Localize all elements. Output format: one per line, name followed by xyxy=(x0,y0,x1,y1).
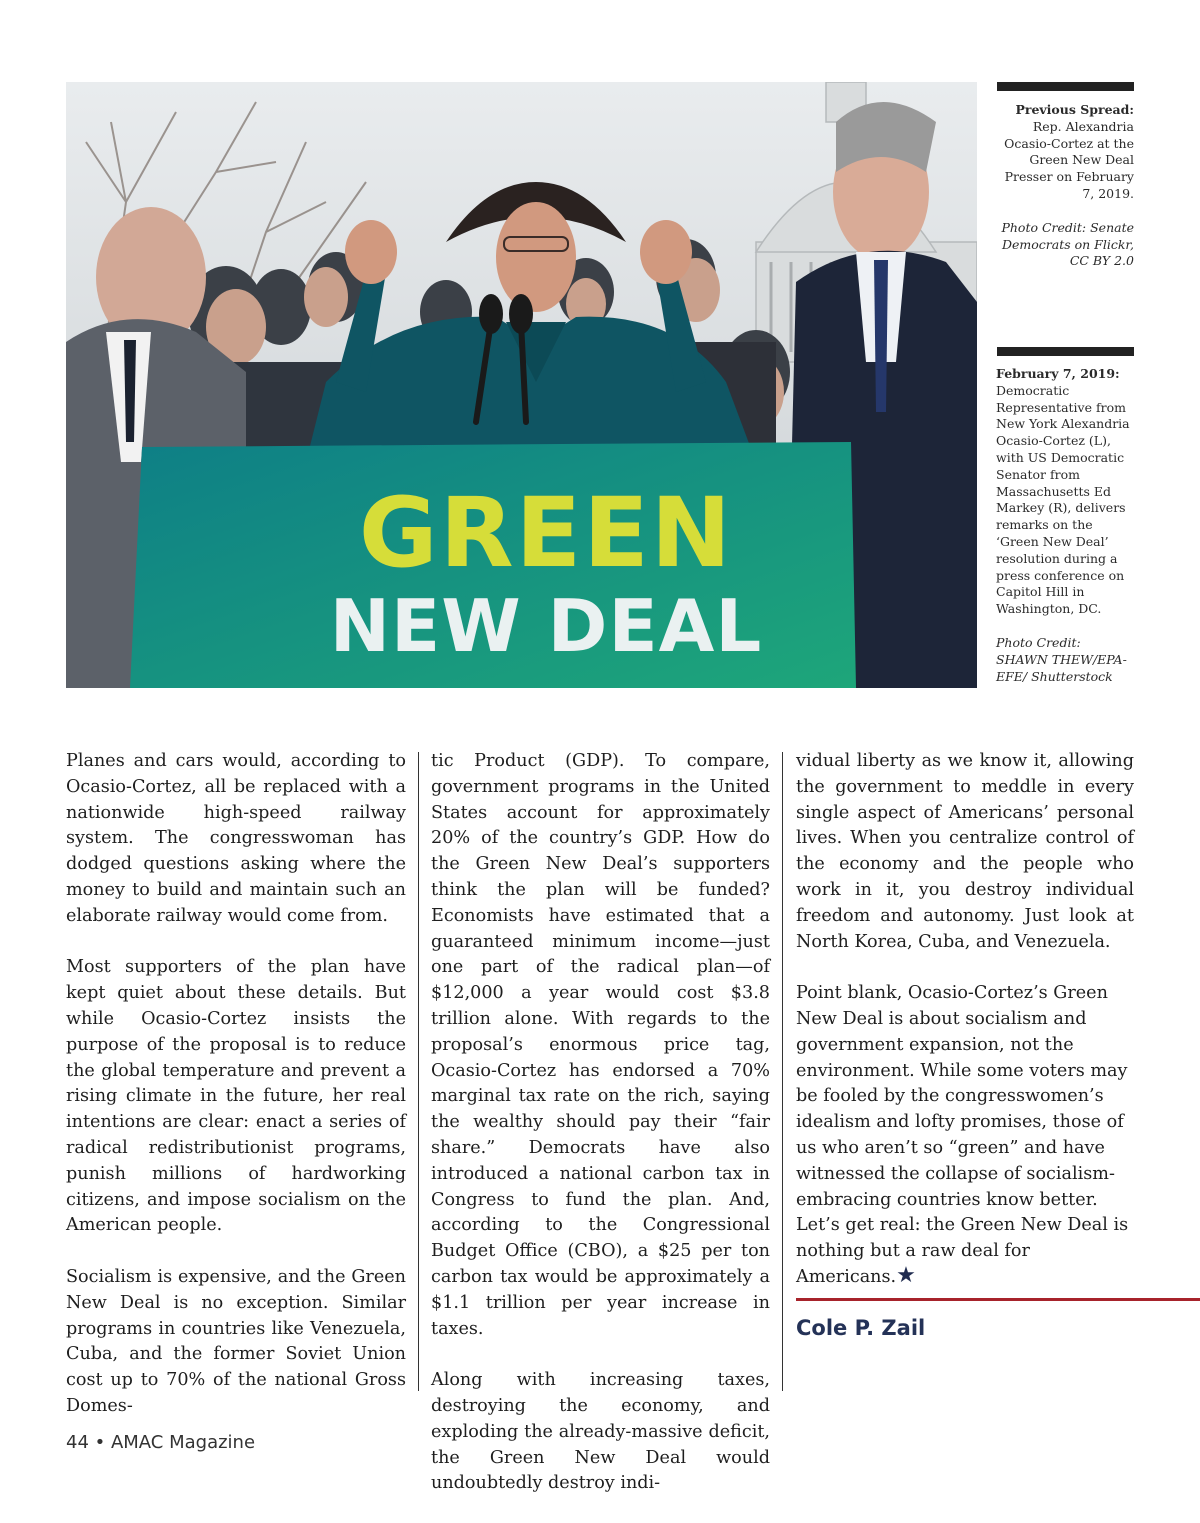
caption-credit: Photo Credit: SHAWN THEW/EPA-EFE/ Shutterstock xyxy=(996,634,1127,684)
caption-text: Democratic Representative from New York Alexandria Ocasio-Cortez (L), with US Democratic Senator from Massachusetts Ed Markey (R), delivers remarks on the ‘Green New Deal’ resolution during a press conference on Capitol Hill in Washington, DC. xyxy=(996,382,1130,617)
paragraph: Along with increasing taxes, destroying the economy, and exploding the already-massive deficit, the Green New Deal would undoubtedly destroy indi- xyxy=(431,1370,770,1494)
caption-heading: Previous Spread: xyxy=(1015,102,1134,117)
caption-credit: Photo Credit: Senate Democrats on Flickr, CC BY 2.0 xyxy=(1001,219,1134,269)
paragraph: Socialism is expensive, and the Green New Deal is no exception. Similar programs in countries like Venezuela, Cuba, and the former Soviet Union cost up to 70% of the national Gross Domes- xyxy=(66,1266,406,1416)
paragraph: Planes and cars would, according to Ocasio-Cortez, all be replaced with a nationwide high-speed railway system. The congresswoman has dodged questions asking where the money to build and maintain such an elaborate railway would come from. xyxy=(66,751,406,926)
author-rule xyxy=(796,1298,1200,1301)
paragraph: Most supporters of the plan have kept quiet about these details. But while Ocasio-Cortez insists the purpose of the proposal is to reduce the global temperature and prevent a rising climate in the future, her real intentions are clear: enact a series of radical redistributionist programs, punish millions of hardworking citizens, and impose socialism on the American people. xyxy=(66,957,406,1236)
caption-rule-main xyxy=(997,347,1134,356)
hero-photo xyxy=(66,82,977,688)
paragraph: tic Product (GDP). To compare, government programs in the United States account for approximately 20% of the country’s GDP. How do the Green New Deal’s supporters think the plan will be funded? Economists have estimated that a guaranteed minimum income—just one part of the radical plan—of $12,000 a year would cost $3.8 trillion alone. With regards to the proposal’s enormous price tag, Ocasio-Cortez has endorsed a 70% marginal tax rate on the rich, saying the wealthy should pay their “fair share.” Democrats have also introduced a national carbon tax in Congress to fund the plan. And, according to the Congressional Budget Office (CBO), a $25 per ton carbon tax would be approximately a $1.1 trillion per year increase in taxes. xyxy=(431,751,770,1339)
caption-heading: February 7, 2019: xyxy=(996,366,1120,381)
paragraph: vidual liberty as we know it, allowing the government to meddle in every single aspect of Americans’ personal lives. When you centralize control of the economy and the people who work in it, you destroy individual freedom and autonomy. Just look at North Korea, Cuba, and Venezuela. xyxy=(796,751,1134,952)
column-divider xyxy=(418,752,419,1391)
caption-rule-top xyxy=(997,82,1134,91)
caption-text: Rep. Alexandria Ocasio-Cortez at the Green New Deal Presser on February 7, 2019. xyxy=(1004,118,1134,201)
sign-text-green: GREEN xyxy=(358,477,734,589)
column-divider xyxy=(782,752,783,1391)
caption-main xyxy=(996,366,1136,685)
caption-previous-spread xyxy=(998,102,1134,270)
article-column-2 xyxy=(431,749,770,1523)
article-column-3 xyxy=(796,749,1134,1317)
author-byline: Cole P. Zail xyxy=(796,1316,926,1340)
paragraph-final xyxy=(796,981,1134,1291)
paragraph-text: Point blank, Ocasio-Cortez’s Green New Deal is about socialism and government expansion, not the environment. While some voters may be fooled by the congresswomen’s idealism and lofty promises, those of us who aren’t so “green” and have witnessed the collapse of socialism-embracing countries know better. Let’s get real: the Green New Deal is nothing but a raw deal for Americans. xyxy=(796,983,1129,1287)
sign-text-new-deal: NEW DEAL xyxy=(329,584,763,668)
page-footer: 44 • AMAC Magazine xyxy=(66,1432,256,1453)
article-column-1 xyxy=(66,749,406,1446)
end-star-icon: ★ xyxy=(896,1262,916,1288)
